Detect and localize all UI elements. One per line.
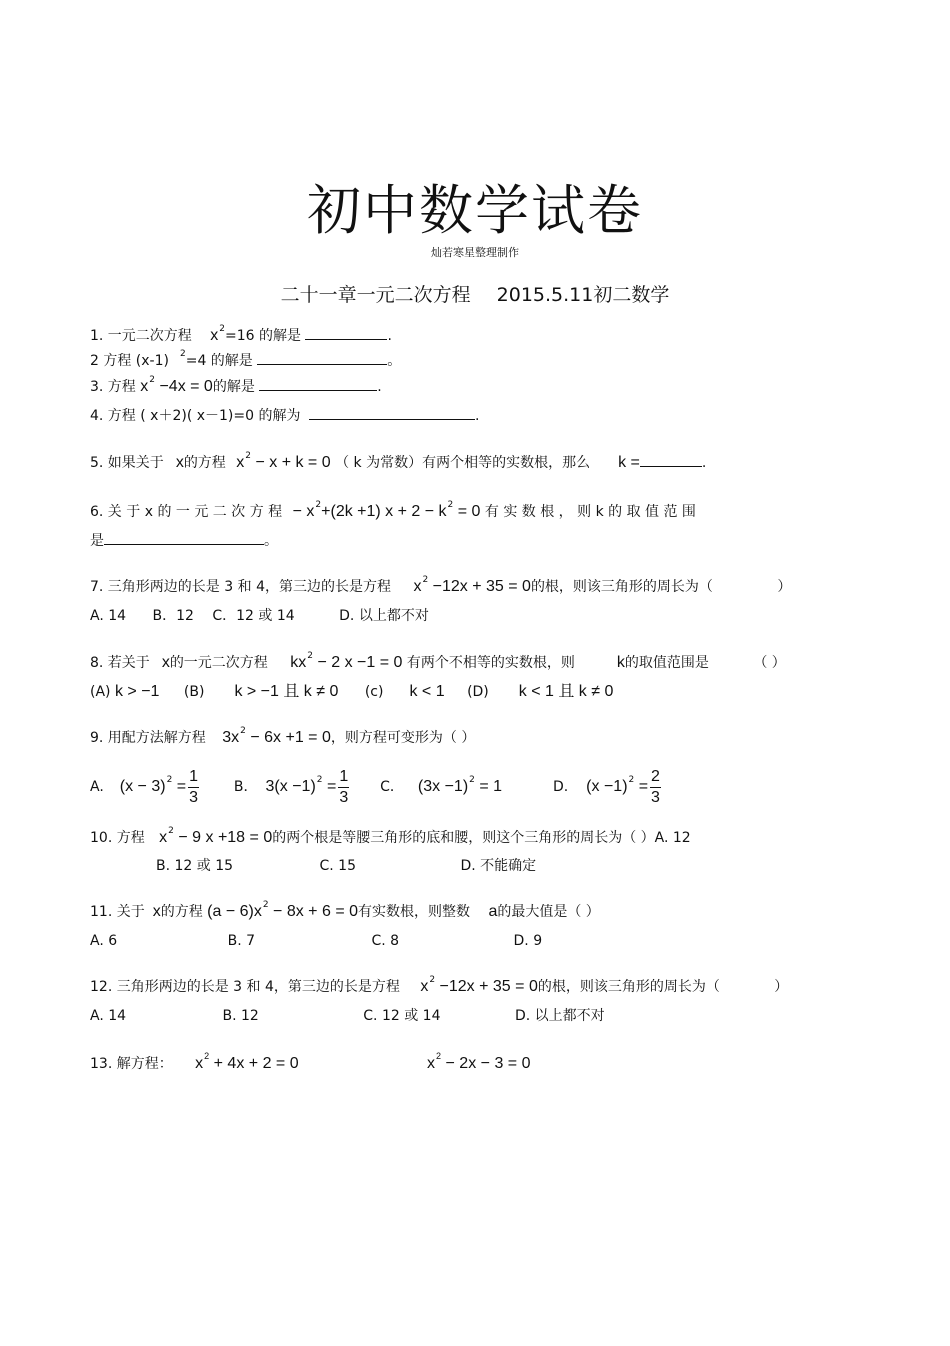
answer-blank[interactable]: [309, 405, 475, 420]
option-b[interactable]: B. 7: [227, 933, 256, 949]
option-b[interactable]: B． $3(x -1)^2$ = $\frac{1}{3}$: [233, 767, 349, 806]
question-8: 8. 若关于 x的一元二次方程 $kx^2 - 2$ x −1 = 0 有两个不相等的实数根，则 k的取值范围是 （ ）: [90, 651, 786, 671]
question-5: 5. 如果关于 x的方程 $x^2 - x + k = 0$ （ k 为常数）有两个相等的实数根，那么 k = .: [90, 451, 707, 471]
question-10-options: [156, 855, 536, 877]
option-d[interactable]: D. 9: [513, 933, 543, 949]
option-c[interactable]: C． $(3x -1)^2 = 1$: [380, 775, 503, 795]
question-11-options: [90, 930, 542, 952]
option-a[interactable]: (A) k > −1: [90, 683, 160, 700]
chapter-title: 二十一章一元二次方程: [280, 284, 471, 306]
question-8-options: [90, 681, 613, 703]
equation-2: $x^2 - 2x - 3 = 0$: [427, 1051, 531, 1072]
answer-blank[interactable]: [257, 350, 387, 365]
option-b[interactable]: B．12: [152, 608, 194, 624]
option-c[interactable]: (c) k < 1: [364, 683, 445, 700]
section-heading: [0, 280, 950, 307]
option-d[interactable]: D. 不能确定: [460, 858, 537, 874]
answer-blank[interactable]: [305, 325, 387, 340]
question-9-options: [90, 758, 663, 809]
option-a[interactable]: A. 14: [90, 608, 127, 624]
exam-date: 2015.5.11初二数学: [496, 284, 670, 306]
option-a[interactable]: A. $(x - 3)^2$ = $\frac{1}{3}$: [90, 767, 199, 806]
answer-blank[interactable]: [640, 452, 702, 467]
question-3: 3. 方程 $x^2 -4x = 0$的解是 .: [90, 375, 382, 395]
question-11: 11. 关于 x的方程 $(a - 6)x^2 - 8x + 6 = 0$有实数根，则整数 a的最大值是（ ）: [90, 900, 600, 920]
option-c[interactable]: C. 12 或 14: [363, 1008, 441, 1024]
answer-blank[interactable]: [104, 530, 264, 545]
option-b[interactable]: (B) k > −1 且 k ≠ 0: [183, 683, 339, 700]
option-a[interactable]: A. 6: [90, 933, 118, 949]
equation-1: $x^2 + 4x + 2 = 0$: [195, 1051, 299, 1072]
option-c[interactable]: C．12 或 14: [212, 608, 295, 624]
question-12-options: [90, 1005, 605, 1027]
option-d[interactable]: D. 以上都不对: [339, 608, 429, 624]
question-13: 13. 解方程： $x^2 + 4x + 2 = 0$ $x^2 - 2x - 3 = 0$: [90, 1051, 531, 1072]
question-7: 7. 三角形两边的长是 3 和 4，第三边的长是方程 $x^2 -12x + 35 = 0$的根，则该三角形的周长为（ ）: [90, 575, 792, 595]
option-a[interactable]: A. 14: [90, 1008, 127, 1024]
option-b[interactable]: B. 12: [222, 1008, 259, 1024]
page-subtitle: 灿若寒星整理制作: [431, 246, 519, 259]
option-d[interactable]: (D) k < 1 且 k ≠ 0: [467, 683, 614, 700]
question-2: 2 方程 (x-1) $^2$=4 的解是 。: [90, 349, 402, 369]
page-title: 初中数学试卷: [307, 179, 643, 242]
question-4: 4. 方程 ( x＋2)( x－1)=0 的解为 .: [90, 405, 479, 427]
question-1: 1. 一元二次方程 $x^2=16$ 的解是 .: [90, 324, 392, 344]
question-6: 6. 关 于 x 的 一 元 二 次 方 程 − $x^2+(2k +1) x + 2 - k^2 = 0$ 有 实 数 根 ， 则 k 的 取 值 范 围: [90, 500, 696, 520]
option-c[interactable]: C. 15: [319, 858, 356, 874]
question-12: 12. 三角形两边的长是 3 和 4，第三边的长是方程 $x^2 -12x + 35 = 0$的根，则该三角形的周长为（ ）: [90, 975, 789, 995]
answer-blank[interactable]: [259, 376, 377, 391]
option-b[interactable]: B. 12 或 15: [156, 858, 234, 874]
question-9: 9. 用配方法解方程 $3x^2 - 6x +1 = 0$，则方程可变形为（ ）: [90, 726, 476, 746]
question-10: 10. 方程 $x^2 - 9$ x +18 = 0的两个根是等腰三角形的底和腰，则这个三角形的周长为（ ）A. 12: [90, 826, 691, 846]
option-d[interactable]: D. $(x -1)^2$ = $\frac{2}{3}$: [552, 767, 660, 806]
question-7-options: [90, 605, 429, 627]
option-c[interactable]: C. 8: [371, 933, 400, 949]
option-d[interactable]: D. 以上都不对: [514, 1008, 605, 1024]
question-6-continued: 是 。: [90, 530, 278, 552]
